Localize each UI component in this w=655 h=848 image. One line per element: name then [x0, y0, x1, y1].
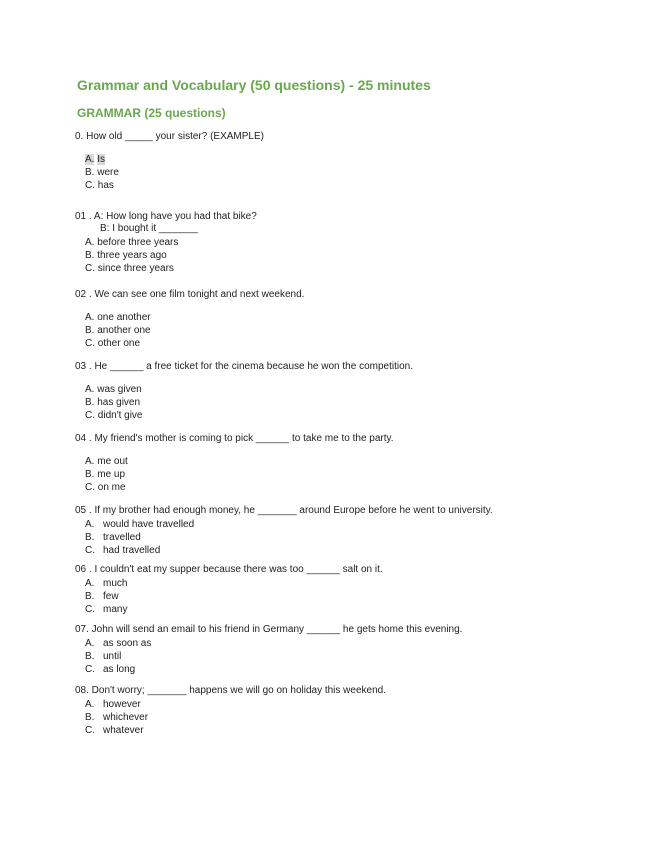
option-label: C. [85, 410, 95, 421]
option-label: C. [85, 545, 95, 556]
option-text: much [103, 578, 128, 589]
option-text: on me [97, 482, 126, 493]
option-label: A. [85, 638, 95, 649]
option-b[interactable] [75, 531, 493, 544]
option-text: few [103, 591, 119, 602]
option-text: didn't give [97, 410, 143, 421]
option-label: B. [85, 532, 95, 543]
question-4 [75, 433, 394, 494]
option-text: would have travelled [103, 519, 195, 530]
option-a[interactable] [75, 698, 386, 711]
option-label: B. [85, 651, 95, 662]
question-stem: 06 . I couldn't eat my supper because there was too ______ salt on it. [75, 564, 383, 575]
question-stem: 08. Don't worry; _______ happens we will go on holiday this weekend. [75, 685, 386, 696]
option-a[interactable] [75, 637, 462, 650]
question-6 [75, 564, 383, 616]
option-label: A. [85, 237, 95, 248]
option-list [75, 236, 257, 275]
option-text: has given [97, 397, 141, 408]
question-stem-line2: B: I bought it _______ [100, 223, 198, 234]
question-stem: 04 . My friend's mother is coming to pick ______ to take me to the party. [75, 433, 394, 444]
option-text: many [103, 604, 128, 615]
option-c[interactable] [75, 724, 386, 737]
option-c[interactable] [75, 337, 304, 350]
option-b[interactable] [75, 396, 413, 409]
option-list [75, 311, 304, 350]
option-label: A. [85, 456, 95, 467]
option-text: until [103, 651, 122, 662]
option-text: whichever [103, 712, 149, 723]
option-text: as soon as [103, 638, 152, 649]
option-b[interactable] [75, 468, 394, 481]
option-label: C. [85, 725, 95, 736]
option-list [75, 637, 462, 676]
option-a[interactable] [75, 455, 394, 468]
option-text: however [103, 699, 141, 710]
option-list [75, 455, 394, 494]
option-label: B. [85, 469, 95, 480]
option-text: as long [103, 664, 136, 675]
option-b[interactable] [75, 650, 462, 663]
option-a[interactable] [75, 577, 383, 590]
option-text: travelled [103, 532, 141, 543]
question-stem: 02 . We can see one film tonight and next weekend. [75, 289, 305, 300]
section-heading: GRAMMAR (25 questions) [77, 106, 226, 120]
option-text: me out [97, 456, 128, 467]
option-label: C. [85, 180, 95, 191]
option-label: C. [85, 604, 95, 615]
option-label: C. [85, 263, 95, 274]
question-7 [75, 624, 462, 676]
option-text: one another [97, 312, 151, 323]
option-label: B. [85, 712, 95, 723]
question-0 [75, 131, 264, 192]
option-label: A. [85, 154, 95, 165]
option-label: B. [85, 167, 95, 178]
option-c[interactable] [75, 409, 413, 422]
option-b[interactable] [75, 590, 383, 603]
option-label: A. [85, 519, 95, 530]
option-text: me up [97, 469, 126, 480]
page-title: Grammar and Vocabulary (50 questions) - 25 minutes [77, 77, 431, 93]
option-label: A. [85, 384, 95, 395]
option-c[interactable] [75, 544, 493, 557]
option-label: B. [85, 591, 95, 602]
option-list [75, 577, 383, 616]
question-5 [75, 505, 493, 557]
option-list [75, 518, 493, 557]
option-a[interactable] [75, 518, 493, 531]
option-a[interactable] [75, 383, 413, 396]
option-c[interactable] [75, 481, 394, 494]
option-text: were [97, 167, 119, 178]
question-3 [75, 361, 413, 422]
question-stem: 03 . He ______ a free ticket for the cinema because he won the competition. [75, 361, 413, 372]
option-b[interactable] [75, 249, 257, 262]
option-a[interactable] [75, 236, 257, 249]
option-c[interactable] [75, 179, 264, 192]
option-text: another one [97, 325, 151, 336]
option-text: whatever [103, 725, 144, 736]
question-2 [75, 289, 304, 350]
option-label: A. [85, 699, 95, 710]
option-label: C. [85, 482, 95, 493]
option-label: B. [85, 250, 95, 261]
question-1 [75, 211, 257, 275]
option-label: B. [85, 325, 95, 336]
option-text: before three years [97, 237, 179, 248]
question-stem: 05 . If my brother had enough money, he _______ around Europe before he went to university. [75, 505, 493, 516]
option-list [75, 698, 386, 737]
option-a[interactable] [75, 153, 264, 166]
option-text: since three years [97, 263, 174, 274]
option-a[interactable] [75, 311, 304, 324]
option-b[interactable] [75, 711, 386, 724]
option-text: other one [97, 338, 141, 349]
option-b[interactable] [75, 166, 264, 179]
question-stem: 0. How old _____ your sister? (EXAMPLE) [75, 131, 264, 142]
option-label: C. [85, 338, 95, 349]
option-text: had travelled [103, 545, 161, 556]
option-text: has [97, 180, 114, 191]
option-text: Is [97, 154, 106, 165]
question-stem: 07. John will send an email to his friend in Germany ______ he gets home this evening. [75, 624, 463, 635]
question-stem: 01 . A: How long have you had that bike? [75, 211, 257, 222]
option-label: A. [85, 578, 95, 589]
option-label: A. [85, 312, 95, 323]
question-8 [75, 685, 386, 737]
option-c[interactable] [75, 262, 257, 275]
option-label: C. [85, 664, 95, 675]
option-label: B. [85, 397, 95, 408]
option-b[interactable] [75, 324, 304, 337]
option-text: was given [97, 384, 142, 395]
option-c[interactable] [75, 603, 383, 616]
option-list [75, 153, 264, 192]
option-text: three years ago [97, 250, 167, 261]
option-list [75, 383, 413, 422]
option-c[interactable] [75, 663, 462, 676]
